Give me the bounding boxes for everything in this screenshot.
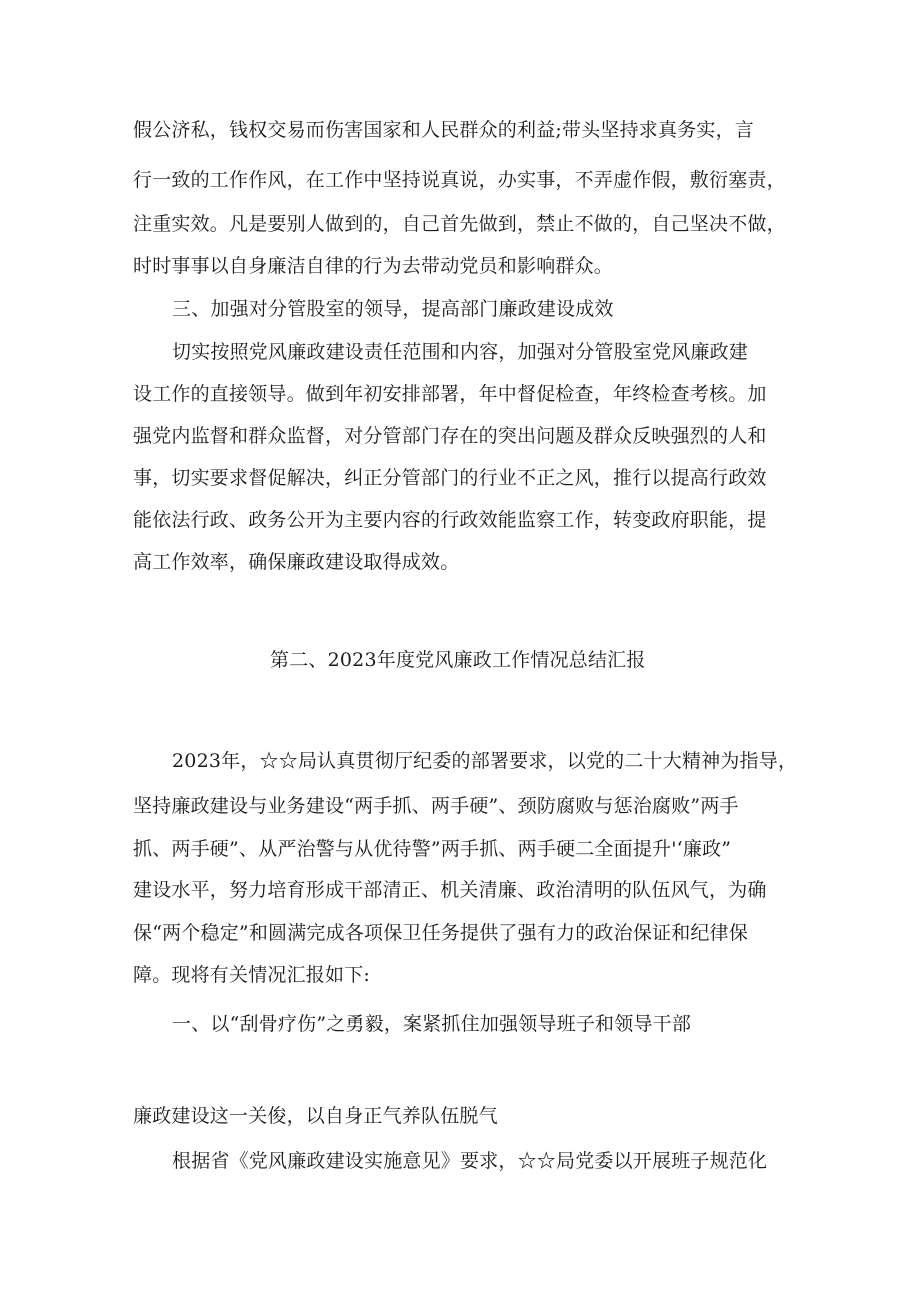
section-heading-continued: 廉政建设这一关俊，以自身正气养队伍脱气 [133,1105,498,1127]
paragraph-line: 障。现将有关情况汇报如下: [133,964,371,986]
paragraph-line: 2023年，☆☆局认真贯彻厅纪委的部署要求，以党的二十大精神为指导， [172,750,798,772]
paragraph-line: 高工作效率，确保廉政建设取得成效。 [133,551,460,573]
paragraph-line: 根据省《党风廉政建设实施意见》要求，☆☆局党委以开展班子规范化 [172,1150,768,1172]
paragraph-line: 强党内监督和群众监督，对分管部门存在的突出问题及群众反映强烈的人和 [133,425,767,447]
paragraph-line: 切实按照党风廉政建设责任范围和内容，加强对分管股室党风廉政建 [172,341,749,363]
section-heading: 三、加强对分管股室的领导，提高部门廉政建设成效 [172,298,614,320]
paragraph-line: 坚持廉政建设与业务建设“两手抓、两手硬”、颈防腐败与惩治腐败”两手 [133,795,739,817]
document-title: 第二、2023年度党风廉政工作情况总结汇报 [270,649,646,671]
paragraph-line: 能依法行政、政务公开为主要内容的行政效能监察工作，转变政府职能，提 [133,509,767,531]
paragraph-line: 时时事事以自身廉洁自律的行为去带动党员和影响群众。 [133,255,614,277]
paragraph-line: 抓、两手硬”、从严治警与从优待警”两手抓、两手硬二全面提升'‘廉政” [133,838,732,860]
paragraph-line: 保“两个稳定”和圆满完成各项保卫任务提供了强有力的政治保证和纪律保 [133,922,749,944]
paragraph-line: 建设水平，努力培育形成干部清正、机关清廉、政治清明的队伍风气，为确 [133,879,767,901]
section-heading: 一、以“刮骨疗伤”之勇毅，案紧抓住加强领导班子和领导干部 [172,1013,692,1035]
paragraph-line: 设工作的直接领导。做到年初安排部署，年中督促检查，年终检查考核。加 [133,383,767,405]
paragraph-line: 事，切实要求督促解决，纠正分管部门的行业不正之风，推行以提高行政效 [133,467,767,489]
paragraph-line: 假公济私，钱权交易而伤害国家和人民群众的利益;带头坚持求真务实，言 [133,119,755,141]
paragraph-line: 行一致的工作作风，在工作中坚持说真说，办实事，不弄虚作假，敷衍塞责， [133,169,786,191]
paragraph-line: 注重实效。凡是要别人做到的，自己首先做到，禁止不做的，自己坚决不做， [133,213,786,235]
